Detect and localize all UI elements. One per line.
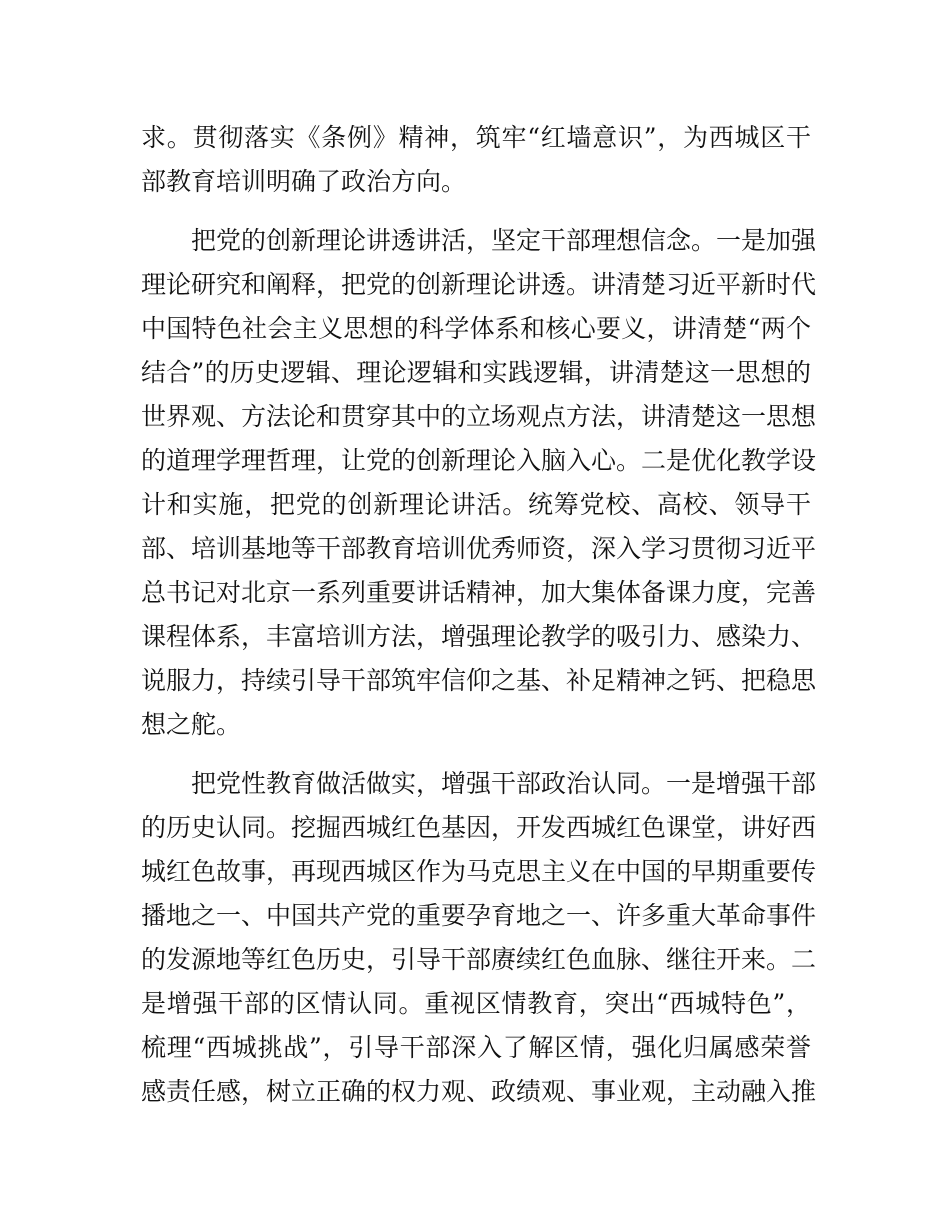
text-line-22: 感责任感，树立正确的权力观、政绩观、事业观，主动融入推 bbox=[141, 1077, 817, 1106]
text-line-5: 中国特色社会主义思想的科学体系和核心要义，讲清楚“两个 bbox=[141, 314, 811, 343]
text-line-8: 的道理学理哲理，让党的创新理论入脑入心。二是优化教学设 bbox=[141, 446, 817, 475]
text-line-1: 求。贯彻落实《条例》精神，筑牢“红墙意识”，为西城区干 bbox=[141, 123, 811, 152]
text-line-17: 城红色故事，再现西城区作为马克思主义在中国的早期重要传 bbox=[141, 857, 817, 886]
text-line-7: 世界观、方法论和贯穿其中的立场观点方法，讲清楚这一思想 bbox=[141, 402, 817, 431]
text-line-16: 的历史认同。挖掘西城红色基因，开发西城红色课堂，讲好西 bbox=[141, 813, 817, 842]
text-line-4: 理论研究和阐释，把党的创新理论讲透。讲清楚习近平新时代 bbox=[141, 270, 817, 299]
text-line-12: 课程体系，丰富培训方法，增强理论教学的吸引力、感染力、 bbox=[141, 622, 817, 651]
paragraph-3-line-1: 把党性教育做活做实，增强干部政治认同。一是增强干部 bbox=[191, 769, 817, 798]
paragraph-2-line-1: 把党的创新理论讲透讲活，坚定干部理想信念。一是加强 bbox=[191, 226, 817, 255]
text-line-9: 计和实施，把党的创新理论讲活。统筹党校、高校、领导干 bbox=[141, 490, 811, 519]
text-line-11: 总书记对北京一系列重要讲话精神，加大集体备课力度，完善 bbox=[141, 578, 817, 607]
text-line-10: 部、培训基地等干部教育培训优秀师资，深入学习贯彻习近平 bbox=[141, 534, 817, 563]
text-line-20: 是增强干部的区情认同。重视区情教育，突出“西城特色”， bbox=[141, 989, 811, 1018]
text-line-2: 部教育培训明确了政治方向。 bbox=[141, 167, 467, 196]
text-line-14: 想之舵。 bbox=[141, 710, 242, 739]
text-line-13: 说服力，持续引导干部筑牢信仰之基、补足精神之钙、把稳思 bbox=[141, 666, 817, 695]
text-line-19: 的发源地等红色历史，引导干部赓续红色血脉、继往开来。二 bbox=[141, 945, 817, 974]
text-line-21: 梳理“西城挑战”，引导干部深入了解区情，强化归属感荣誉 bbox=[141, 1033, 811, 1062]
text-line-18: 播地之一、中国共产党的重要孕育地之一、许多重大革命事件 bbox=[141, 901, 817, 930]
text-line-6: 结合”的历史逻辑、理论逻辑和实践逻辑，讲清楚这一思想的 bbox=[141, 358, 811, 387]
